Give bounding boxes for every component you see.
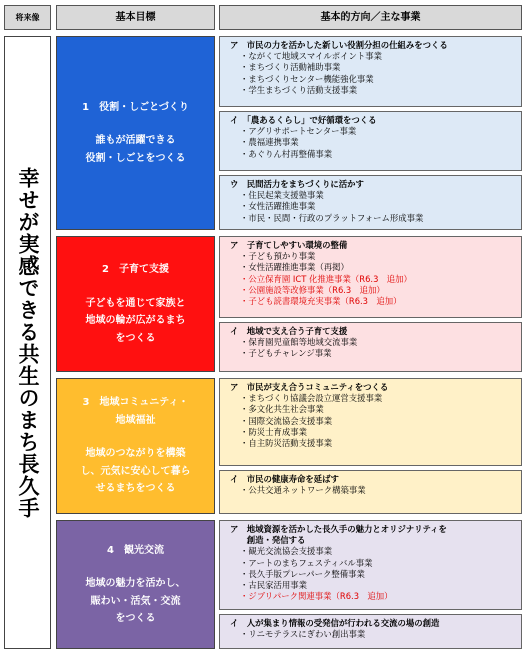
project-list xyxy=(230,337,513,359)
project-item: ・ 農福連携事業 xyxy=(240,137,513,148)
direction-title: ア 市民が支え合うコミュニティをつくる xyxy=(230,382,389,392)
project-item: ・ 国際交流協会支援事業 xyxy=(240,416,513,427)
project-item: ・ 子ども預かり事業 xyxy=(240,251,513,262)
direction-3a xyxy=(219,378,522,466)
goal-1-sub-line: 誰もが活躍できる xyxy=(95,135,176,147)
direction-title: ア 子育てしやすい環境の整備 xyxy=(230,240,348,250)
direction-title: ア 地域資源を活かした長久手の魅力とオリジナリティを xyxy=(230,524,447,534)
project-item: ・ 女性活躍推進事業 xyxy=(240,201,513,212)
direction-title: ウ 民間活力をまちづくりに活かす xyxy=(230,179,364,189)
project-list xyxy=(230,126,513,160)
project-item: ・ リニモテラスにぎわい創出事業 xyxy=(240,629,513,640)
project-item: ・ 子どもチャレンジ事業 xyxy=(240,348,513,359)
direction-title: イ 「農あるくらし」で好循環をつくる xyxy=(230,115,377,125)
goal-3-title-line: 3 地域コミュニティ・ xyxy=(82,397,189,409)
project-item: ・ 長久手版プレーパーク整備事業 xyxy=(240,569,513,580)
project-item: ・ アグリサポートセンター事業 xyxy=(240,126,513,137)
goal-4-subtitle xyxy=(86,575,186,628)
goal-4-box xyxy=(56,520,215,649)
goal-4-title: 4 観光交流 xyxy=(107,544,164,556)
project-item: ・ あぐりん村再整備事業 xyxy=(240,149,513,160)
project-list xyxy=(230,629,513,640)
project-list xyxy=(230,251,513,307)
project-item: ・ 住民起業支援塾事業 xyxy=(240,190,513,201)
direction-3b xyxy=(219,470,522,514)
direction-title: イ 地域で支え合う子育て支援 xyxy=(230,326,348,336)
goal-2-subtitle xyxy=(86,295,186,348)
project-item: ・ 自主防災活動支援事業 xyxy=(240,438,513,449)
goal-1-box xyxy=(56,36,215,230)
direction-2b xyxy=(219,322,522,372)
direction-2a xyxy=(219,236,522,318)
project-item: ・ アートのまちフェスティバル事業 xyxy=(240,558,513,569)
project-item: ・ 学生まちづくり活動支援事業 xyxy=(240,85,513,96)
goal-2-sub-line: をつくる xyxy=(115,332,156,344)
project-item: ・ 市民・民間・行政のプラットフォーム形成事業 xyxy=(240,213,513,224)
direction-1c xyxy=(219,175,522,230)
goal-3-title xyxy=(83,394,189,429)
project-item: ・ 古民家活用事業 xyxy=(240,580,513,591)
header-direction: 基本的方向／主な事業 xyxy=(219,5,522,30)
project-item: ・ 公共交通ネットワーク構築事業 xyxy=(240,485,513,496)
goal-2-title: 2 子育て支援 xyxy=(102,264,169,275)
project-item: ・ まちづくりセンター機能強化事業 xyxy=(240,74,513,85)
goal-3-sub-line: せるまちをつくる xyxy=(95,483,176,495)
goal-2-sub-line: 地域の輪が広がるまち xyxy=(85,315,186,326)
project-list xyxy=(230,546,513,602)
goal-2-sub-line: 子どもを通じて家族と xyxy=(85,297,186,309)
goal-4-sub-line: 賑わい・活気・交流 xyxy=(90,595,181,607)
goal-3-box xyxy=(56,378,215,514)
goal-1-title: 1 役割・しごとづくり xyxy=(82,101,189,113)
direction-title: ア 市民の力を活かした新しい役割分担の仕組みをつくる xyxy=(230,40,448,50)
direction-title: イ 市民の健康寿命を延ばす xyxy=(230,474,339,484)
project-item-added: ・ 子ども読書環境充実事業（R6.3 追加） xyxy=(240,296,513,307)
project-list xyxy=(230,393,513,449)
project-item: ・ 観光交流協会支援事業 xyxy=(240,546,513,557)
project-item: ・ 防災士育成事業 xyxy=(240,427,513,438)
project-list xyxy=(230,51,513,96)
direction-4a xyxy=(219,520,522,610)
project-item: ・ ながくて地域スマイルポイント事業 xyxy=(240,51,513,62)
direction-title: イ 人が集まり情報の受発信が行われる交流の場の創造 xyxy=(230,618,440,628)
direction-4b xyxy=(219,614,522,649)
vision-text: 幸せが実感できる共生のまち長久手 xyxy=(16,166,40,519)
goal-3-sub-line: し、元気に安心して暮ら xyxy=(80,465,191,477)
goal-1-sub-line: 役割・しごとをつくる xyxy=(85,152,186,164)
project-item: ・ まちづくり活動補助事業 xyxy=(240,62,513,73)
goal-3-subtitle xyxy=(81,445,191,498)
goal-3-sub-line: 地域のつながりを構築 xyxy=(85,448,186,460)
goal-3-title-line: 地域福祉 xyxy=(115,414,156,426)
goal-1-subtitle xyxy=(86,132,186,167)
project-item-added: ・ 公園施設等改修事業（R6.3 追加） xyxy=(240,285,513,296)
project-item: ・ 多文化共生社会事業 xyxy=(240,404,513,415)
header-vision: 将来像 xyxy=(4,5,51,30)
goal-4-sub-line: 地域の魅力を活かし、 xyxy=(85,578,186,589)
project-item-added: ・ 公立保育園 ICT 化推進事業（R6.3 追加） xyxy=(240,274,513,285)
header-goal: 基本目標 xyxy=(56,5,215,30)
direction-1b xyxy=(219,111,522,171)
vision-box xyxy=(4,36,51,649)
project-list xyxy=(230,190,513,224)
project-list xyxy=(230,485,513,496)
project-item: ・ まちづくり協議会設立運営支援事業 xyxy=(240,393,513,404)
direction-title-continued: 創造・発信する xyxy=(230,535,306,546)
project-item: ・ 女性活躍推進事業（再掲） xyxy=(240,262,513,273)
goal-4-sub-line: をつくる xyxy=(115,613,156,624)
direction-1a xyxy=(219,36,522,107)
project-item: ・ 保育園児童館等地域交流事業 xyxy=(240,337,513,348)
project-item-added: ・ ジブリパーク関連事業（R6.3 追加） xyxy=(240,591,513,602)
goal-2-box xyxy=(56,236,215,372)
